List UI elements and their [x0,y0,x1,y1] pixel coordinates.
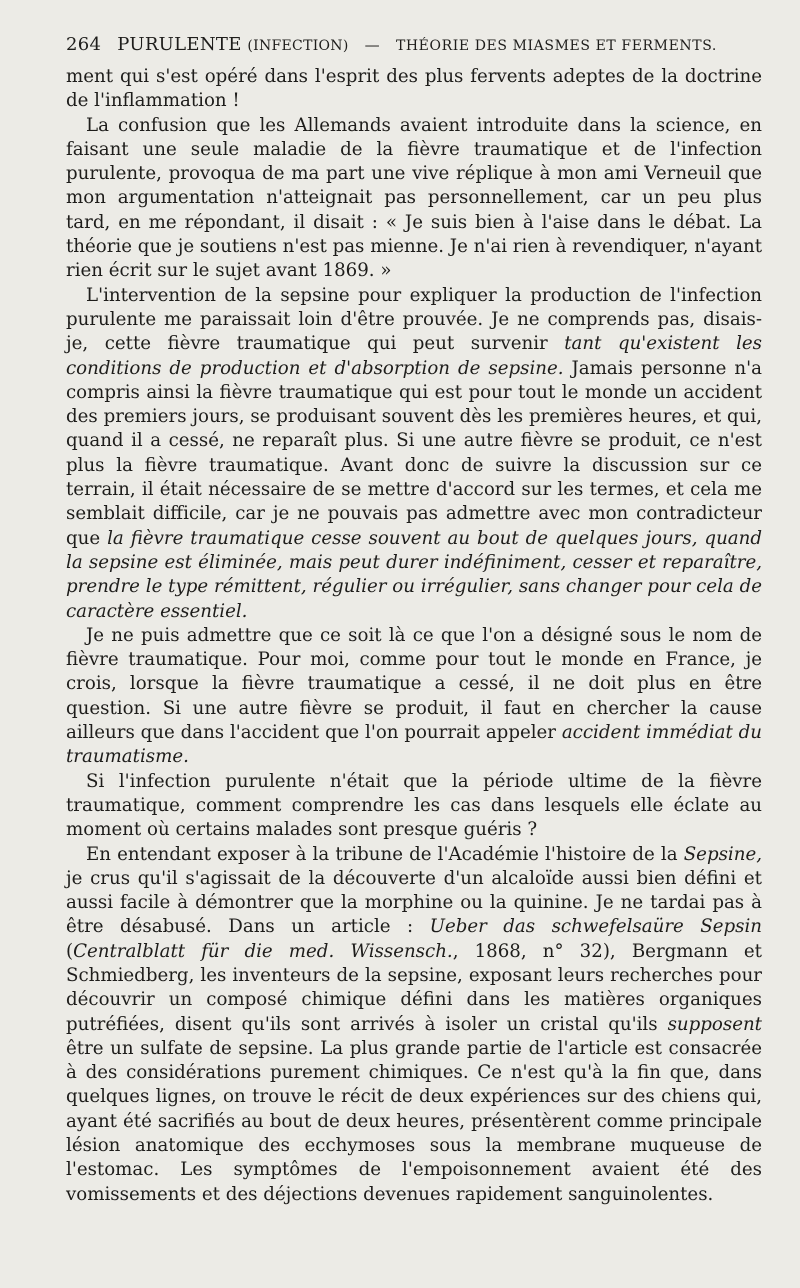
italic-run: tant qu'existent les conditions de production et d'absorption de sepsine. [66,333,762,379]
italic-run: Centralblatt für die med. Wissensch. [73,940,453,962]
paragraph-2: La confusion que les Allemands avaient introduite dans la science, en faisant une seule maladie de la fièvre traumatique et de l'infection purulente, provoqua de ma part une vive réplique à mon ami Verneuil que mon argumentation n'atteignait pas personnellement, car un peu plus tard, en me répondant, il disait : « Je suis bien à l'aise dans le débat. La théorie que je soutiens n'est pas mienne. Je n'ai rien à revendiquer, n'ayant rien écrit sur le sujet avant 1869. » [66,114,762,282]
italic-run: supposent [667,1013,762,1035]
paragraph-1: ment qui s'est opéré dans l'esprit des plus fervents adeptes de la doctrine de l'inflammation ! [66,66,762,112]
italic-run: la fièvre traumatique cesse souvent au bout de quelques jours, quand la sepsine est éliminée, mais peut durer indéfiniment, cesser et reparaître, prendre le type rémittent, régulier ou irrégulier, sans changer pour cela de caractère essentiel. [66,527,762,622]
header-title-group [117,34,348,55]
text-run: ( [66,940,74,962]
paragraph-4 [66,624,762,770]
running-header [66,34,762,55]
italic-run: Ueber das schwefelsaüre Sepsin [429,916,762,938]
italic-run: accident immédiat du traumatisme. [66,722,763,768]
text-run: L'intervention de la sepsine pour expliquer la production de l'infection purulente me paraissait loin d'être prouvée. Je ne comprends pas, disais-je, cette fièvre traumatique qui peut survenir [66,284,762,355]
text-run: , 1868, n° 32), Bergmann et Schmiedberg, les inventeurs de la sepsine, exposant leurs recherches pour découvrir un composé chimique défini dans les matières organiques putréfiées, disent qu'ils sont arrivés à isoler un cristal qu'ils [66,940,762,1035]
paragraph-6 [66,843,762,1207]
page-body [66,65,762,1207]
text-run: être un sulfate de sepsine. La plus grande partie de l'article est consacrée à des considérations purement chimiques. Ce n'est qu'à la fin que, dans quelques lignes, on trouve le récit de deux expériences sur des chiens qui, ayant été sacrifiés au bout de deux heures, présentèrent comme principale lésion anatomique des ecchymoses sous la membrane muqueuse de l'estomac. Les symptômes de l'empoisonnement avaient été des vomissements et des déjections devenues rapidement sanguinolentes. [66,1037,762,1205]
page-number: 264 [66,34,102,55]
text-run: Jamais personne n'a compris ainsi la fièvre traumatique qui est pour tout le monde un accident des premiers jours, se produisant souvent dès les premières heures, et qui, quand il a cessé, ne reparaît plus. Si une autre fièvre se produit, ce n'est plus la fièvre traumatique. Avant donc de suivre la discussion sur ce terrain, il était nécessaire de se mettre d'accord sur les termes, et cela me semblait difficile, car je ne pouvais pas admettre avec mon contradicteur que [66,357,762,549]
text-run: En entendant exposer à la tribune de l'Académie l'histoire de la [86,843,684,865]
text-run: je crus qu'il s'agissait de la découverte d'un alcaloïde aussi bien défini et aussi facile à démontrer que la morphine ou la quinine. Je ne tardai pas à être désabusé. Dans un article : [66,867,762,938]
header-title: PURULENTE [117,34,242,55]
paragraph-5: Si l'infection purulente n'était que la période ultime de la fièvre traumatique, comment comprendre les cas dans lesquels elle éclate au moment où certains malades sont presque guéris ? [66,770,762,841]
header-separator: — [364,36,380,54]
paragraph-3 [66,284,762,624]
header-subtitle: (INFECTION) [247,38,349,54]
text-run: Je ne puis admettre que ce soit là ce que l'on a désigné sous le nom de fièvre traumatique. Pour moi, comme pour tout le monde en France, je crois, lorsque la fièvre traumatique a cessé, il ne doit plus en être question. Si une autre fièvre se produit, il faut en chercher la cause ailleurs que dans l'accident que l'on pourrait appeler [66,624,762,744]
italic-run: Sepsine, [683,843,762,865]
header-section: THÉORIE DES MIASMES ET FERMENTS. [395,38,717,54]
